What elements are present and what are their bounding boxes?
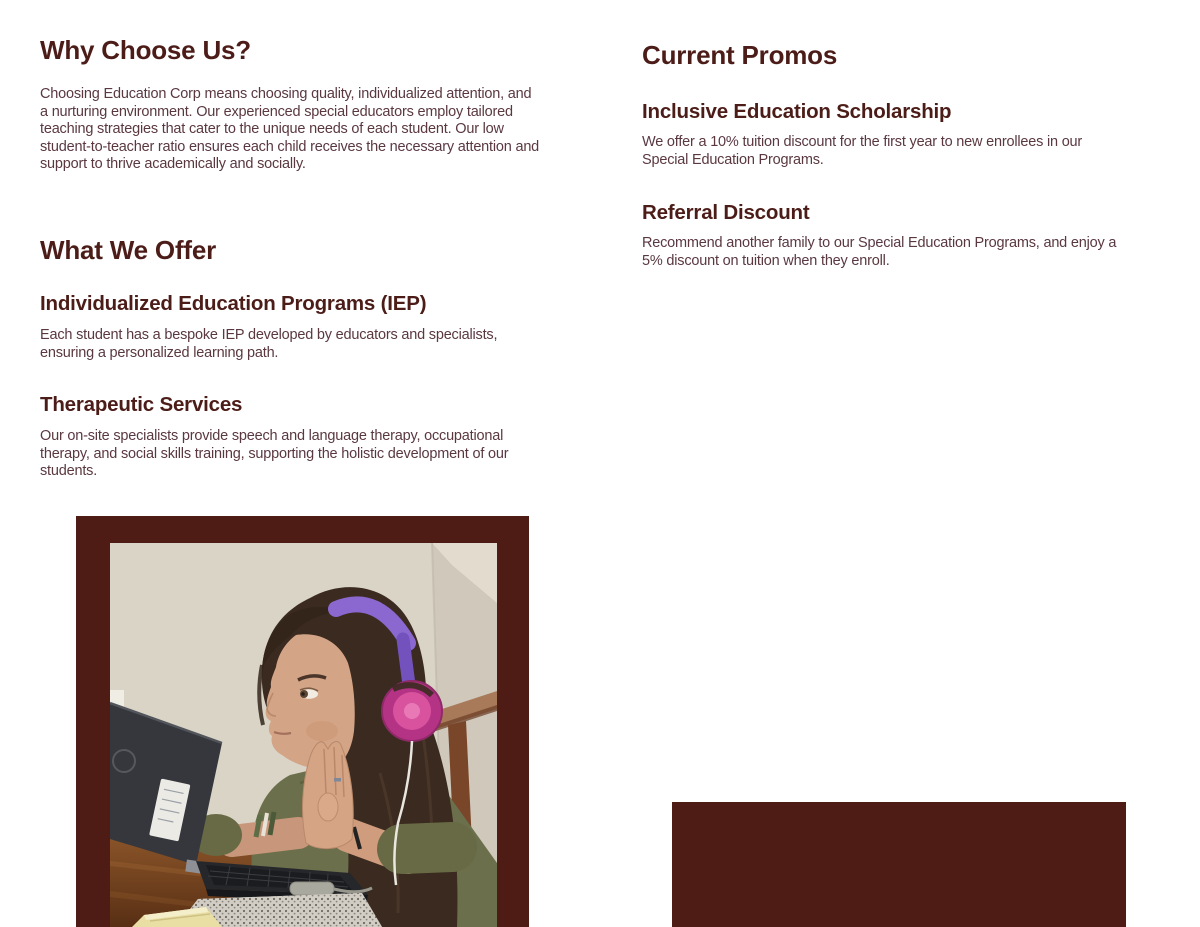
what-we-offer-heading: What We Offer <box>40 235 217 265</box>
promo-scholarship-title: Inclusive Education Scholarship <box>642 100 952 123</box>
maroon-image-block <box>672 802 1126 927</box>
ring <box>334 778 341 782</box>
offer-therapeutic-title: Therapeutic Services <box>40 393 243 416</box>
usb-dongle <box>290 882 334 895</box>
why-choose-us-heading: Why Choose Us? <box>40 35 251 65</box>
student-photo-illustration <box>110 543 497 927</box>
sleeve <box>402 847 452 849</box>
offer-therapeutic-paragraph: Our on-site specialists provide speech and language therapy, occupational therapy, and social skills training, supporting the holistic development of our students. <box>40 428 509 480</box>
offer-iep-title: Individualized Education Programs (IEP) <box>40 292 427 315</box>
clasped-hands <box>303 742 354 849</box>
promo-scholarship-paragraph: We offer a 10% tuition discount for the first year to new enrollees in our Special Education Programs. <box>642 134 1083 168</box>
offer-iep-paragraph: Each student has a bespoke IEP developed by educators and specialists, ensuring a personalized learning path. <box>40 327 498 361</box>
student-photo <box>110 543 497 927</box>
why-choose-us-paragraph: Choosing Education Corp means choosing quality, individualized attention, and a nurturing environment. Our experienced special educators employ tailored teaching strategies that cater to the unique needs of each student. Our low student-to-teacher ratio ensures each child receives the necessary attention and support to thrive academically and socially. <box>40 86 540 173</box>
promo-referral-title: Referral Discount <box>642 201 810 224</box>
student-photo-frame <box>76 516 529 927</box>
promo-referral-paragraph: Recommend another family to our Special Education Programs, and enjoy a 5% discount on tuition when they enroll. <box>642 235 1117 269</box>
current-promos-heading: Current Promos <box>642 40 838 70</box>
